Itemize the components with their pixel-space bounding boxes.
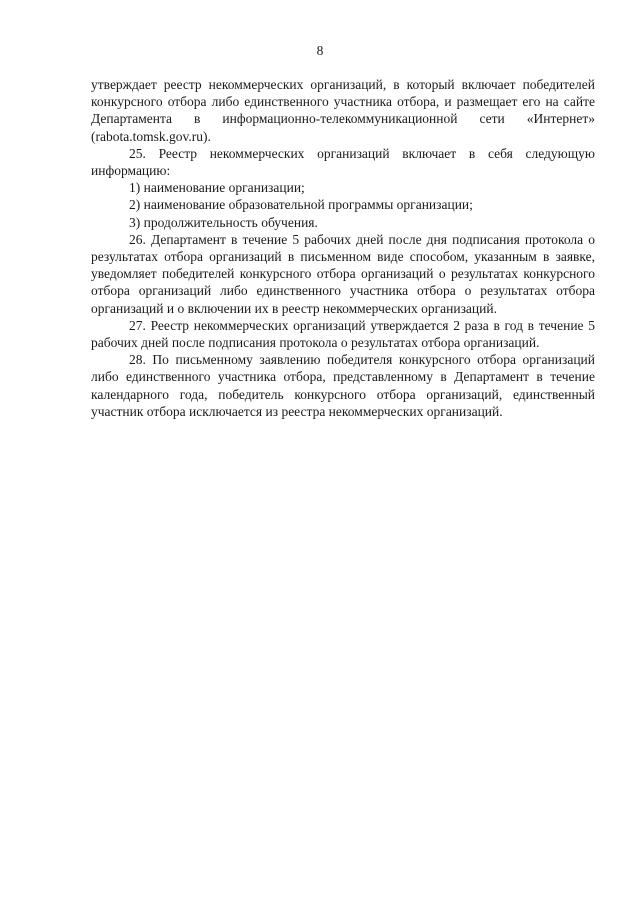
list-item-2: 2) наименование образовательной программы организации; (129, 197, 473, 213)
paragraph-continuation: утверждает реестр некоммерческих организаций, в который включает победителей конкурсного отбора либо единственного участника отбора, и размещает его на сайте Департамента в информационно-телекоммуникационной сети «Интернет» (rabota.tomsk.gov.ru). (91, 77, 595, 144)
page-number: 8 (316, 43, 324, 58)
paragraph-27: 27. Реестр некоммерческих организаций утверждается 2 раза в год в течение 5 рабочих дней после подписания протокола о результатах отбора организаций. (91, 317, 595, 351)
list-item-1: 1) наименование организации; (129, 180, 305, 196)
paragraph-26: 26. Департамент в течение 5 рабочих дней после дня подписания протокола о результатах отбора организаций в письменном виде способом, указанным в заявке, уведомляет победителей конкурсного отбора организаций о результатах конкурсного отбора организаций либо единственного участника отбора о результатах отбора организаций и о включении их в реестр некоммерческих организаций. (91, 231, 595, 316)
list-item-3: 3) продолжительность обучения. (129, 214, 318, 230)
paragraph-28: 28. По письменному заявлению победителя конкурсного отбора организаций либо единственного участника отбора, представленному в Департамент в течение календарного года, победитель конкурсного отбора организаций, единственный участник отбора исключается из реестра некоммерческих организаций. (91, 352, 595, 419)
document-body (91, 76, 595, 420)
paragraph-25: 25. Реестр некоммерческих организаций включает в себя следующую информацию: (91, 145, 595, 179)
